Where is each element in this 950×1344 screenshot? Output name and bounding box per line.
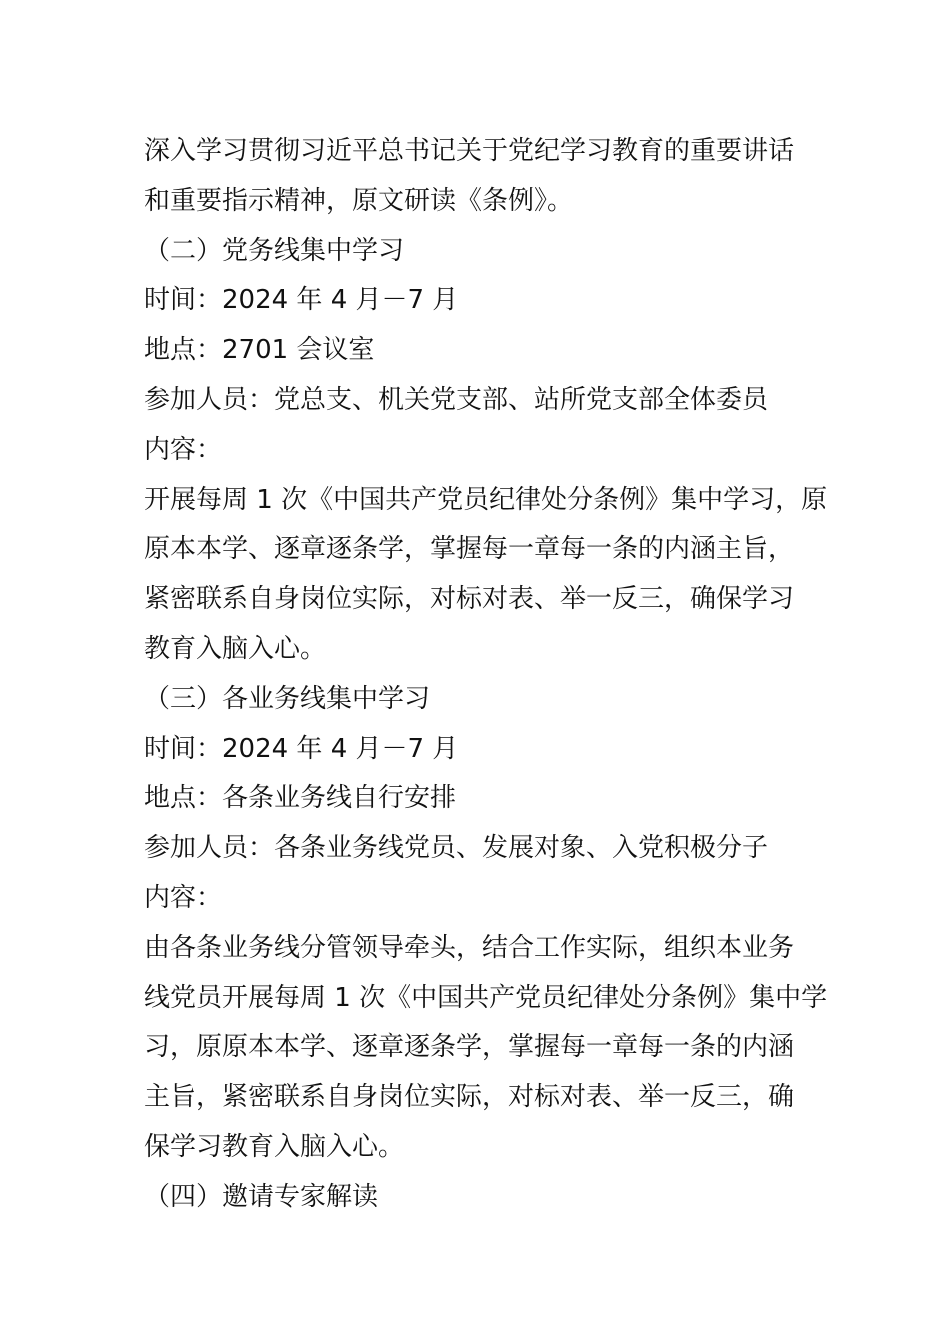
paragraph-line: 教育入脑入心。 [144,633,327,664]
paragraph-line: 线党员开展每周 1 次《中国共产党员纪律处分条例》集中学 [144,982,828,1013]
time-line: 时间：2024 年 4 月－7 月 [144,285,459,316]
paragraph-line: 主旨，紧密联系自身岗位实际，对标对表、举一反三，确 [144,1082,795,1113]
paragraph-line: 保学习教育入脑入心。 [144,1131,405,1162]
paragraph-line: 开展每周 1 次《中国共产党员纪律处分条例》集中学习，原 [144,484,828,515]
section-heading: （三）各业务线集中学习 [144,683,431,714]
location-line: 地点：2701 会议室 [144,335,375,366]
section-heading: （四）邀请专家解读 [144,1181,379,1212]
paragraph-line: 原本本学、逐章逐条学，掌握每一章每一条的内涵主旨， [144,534,795,565]
content-label: 内容： [144,882,223,913]
time-line: 时间：2024 年 4 月－7 月 [144,733,459,764]
participants-line: 参加人员：各条业务线党员、发展对象、入党积极分子 [144,833,769,864]
paragraph-line: 和重要指示精神，原文研读《条例》。 [144,185,574,216]
paragraph-line: 深入学习贯彻习近平总书记关于党纪学习教育的重要讲话 [144,136,795,166]
paragraph-line: 紧密联系自身岗位实际，对标对表、举一反三，确保学习 [144,584,795,615]
paragraph-line: 习，原原本本学、逐章逐条学，掌握每一章每一条的内涵 [144,1032,795,1063]
paragraph-line: 由各条业务线分管领导牵头，结合工作实际，组织本业务 [144,932,795,963]
document-body [144,127,828,1223]
section-heading: （二）党务线集中学习 [144,235,405,266]
participants-line: 参加人员：党总支、机关党支部、站所党支部全体委员 [144,384,769,415]
location-line: 地点：各条业务线自行安排 [144,783,457,814]
content-label: 内容： [144,434,223,465]
